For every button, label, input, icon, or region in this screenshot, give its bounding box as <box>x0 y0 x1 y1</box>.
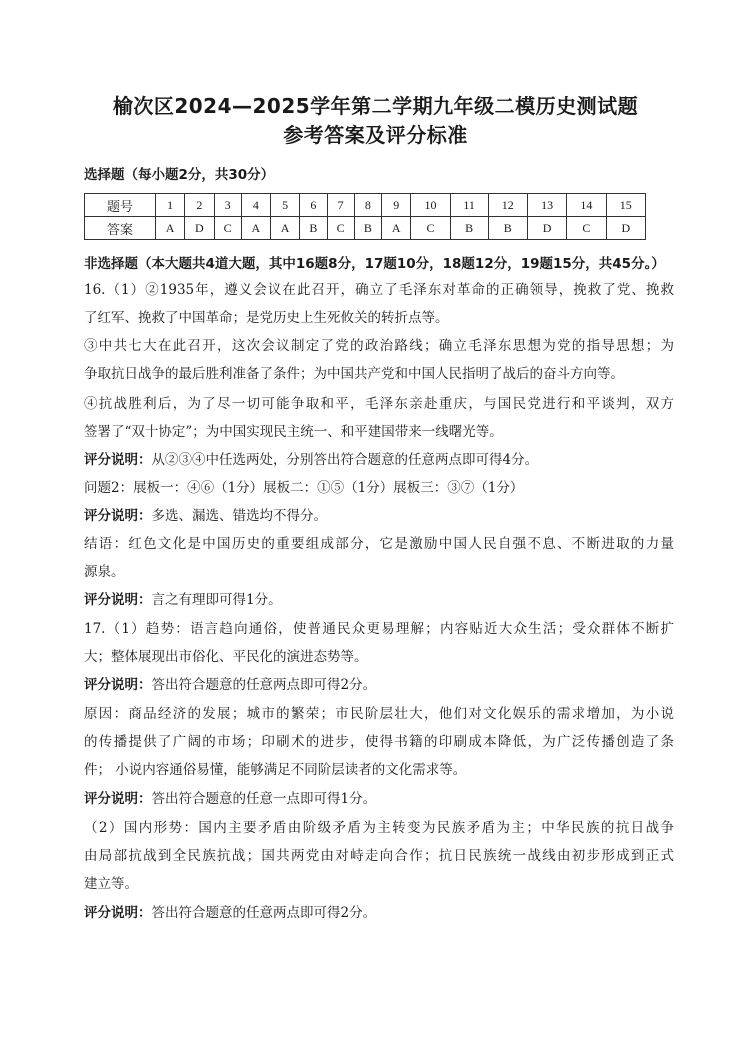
q16-scoring-note-3 <box>84 590 674 610</box>
q16-conclusion-line1: 结语：红色文化是中国历史的重要组成部分，它是激励中国人民自强不息、不断进取的力量 <box>84 536 674 552</box>
q16-part3-line2: 签署了“双十协定”；为中国实现民主统一、和平建国带来一线曙光等。 <box>84 424 503 440</box>
question-number-cell: 2 <box>185 194 214 217</box>
q17-part2-line3: 建立等。 <box>84 876 138 892</box>
scoring-note-text: 多选、漏选、错选均不得分。 <box>151 508 327 524</box>
page-title: 榆次区2024—2025学年第二学期九年级二模历史测试题 <box>112 94 639 118</box>
scoring-note-text: 言之有理即可得1分。 <box>151 592 282 608</box>
answer-cell: D <box>606 217 645 240</box>
q16-part1-line1: 16.（1）②1935年，遵义会议在此召开，确立了毛泽东对革命的正确领导，挽救了党、挽救 <box>84 282 674 298</box>
q16-scoring-note-2 <box>84 506 674 526</box>
answer-cell: B <box>354 217 381 240</box>
number-row-label: 题号 <box>85 194 156 217</box>
question-number-cell: 14 <box>567 194 606 217</box>
scoring-note-label: 评分说明： <box>84 508 152 524</box>
answer-cell: C <box>567 217 606 240</box>
answer-cell: D <box>185 217 214 240</box>
question-number-cell: 3 <box>214 194 241 217</box>
q16-scoring-note-1 <box>84 450 674 470</box>
scoring-note-text: 答出符合题意的任意一点即可得1分。 <box>151 791 377 807</box>
answer-table-answer-row <box>85 217 646 240</box>
answer-cell: A <box>156 217 185 240</box>
q16-part2-line1: ③中共七大在此召开，这次会议制定了党的政治路线；确立毛泽东思想为党的指导思想；为 <box>84 338 674 354</box>
scoring-note-label: 评分说明： <box>84 905 152 921</box>
question-number-cell: 15 <box>606 194 645 217</box>
q17-scoring-note-1 <box>84 675 674 695</box>
q17-reason-line3: 件； 小说内容通俗易懂，能够满足不同阶层读者的文化需求等。 <box>84 762 467 778</box>
q17-reason-line2: 的传播提供了广阔的市场；印刷术的进步，使得书籍的印刷成本降低，为广泛传播创造了条 <box>84 734 674 750</box>
question-number-cell: 9 <box>382 194 411 217</box>
nonchoice-section-heading: 非选择题（本大题共4道大题，其中16题8分，17题10分，18题12分，19题15分，共45分。） <box>84 256 665 272</box>
question-number-cell: 5 <box>271 194 300 217</box>
answer-cell: B <box>488 217 527 240</box>
question-number-cell: 7 <box>327 194 354 217</box>
q17-trend-line1: 17.（1）趋势：语言趋向通俗，使普通民众更易理解；内容贴近大众生活；受众群体不断扩 <box>84 621 674 637</box>
question-number-cell: 8 <box>354 194 381 217</box>
question-number-cell: 13 <box>527 194 566 217</box>
question-number-cell: 4 <box>241 194 270 217</box>
question-number-cell: 11 <box>450 194 488 217</box>
scoring-note-label: 评分说明： <box>84 677 152 693</box>
question-number-cell: 10 <box>411 194 450 217</box>
answer-cell: C <box>214 217 241 240</box>
answer-cell: B <box>450 217 488 240</box>
answer-cell: A <box>382 217 411 240</box>
answer-cell: A <box>271 217 300 240</box>
q17-scoring-note-2 <box>84 789 674 809</box>
answer-row-label: 答案 <box>85 217 156 240</box>
scoring-note-text: 答出符合题意的任意两点即可得2分。 <box>151 905 377 921</box>
scoring-note-label: 评分说明： <box>84 592 152 608</box>
q17-trend-line2: 大；整体展现出市俗化、平民化的演进态势等。 <box>84 649 368 665</box>
answer-cell: A <box>241 217 270 240</box>
answer-table-number-row <box>85 194 646 217</box>
scoring-note-text: 答出符合题意的任意两点即可得2分。 <box>151 677 377 693</box>
q17-scoring-note-3 <box>84 903 674 923</box>
q17-part2-line1: （2）国内形势：国内主要矛盾由阶级矛盾为主转变为民族矛盾为主；中华民族的抗日战争 <box>84 820 674 836</box>
page-subtitle: 参考答案及评分标准 <box>283 123 468 147</box>
q16-part3-line1: ④抗战胜利后，为了尽一切可能争取和平，毛泽东亲赴重庆，与国民党进行和平谈判，双方 <box>84 396 674 412</box>
question-number-cell: 12 <box>488 194 527 217</box>
q16-part1-line2: 了红军、挽救了中国革命；是党历史上生死攸关的转折点等。 <box>84 310 449 326</box>
scoring-note-label: 评分说明： <box>84 791 152 807</box>
answer-table <box>84 193 646 240</box>
answer-cell: D <box>527 217 566 240</box>
answer-cell: B <box>300 217 327 240</box>
q16-conclusion-line2: 源泉。 <box>84 564 125 580</box>
choice-section-heading: 选择题（每小题2分，共30分） <box>84 167 275 183</box>
answer-cell: C <box>327 217 354 240</box>
answer-cell: C <box>411 217 450 240</box>
q16-part2-line2: 争取抗日战争的最后胜利准备了条件；为中国共产党和中国人民指明了战后的奋斗方向等。 <box>84 366 624 382</box>
scoring-note-text: 从②③④中任选两处，分别答出符合题意的任意两点即可得4分。 <box>151 452 539 468</box>
scoring-note-label: 评分说明： <box>84 452 152 468</box>
q16-question2-line: 问题2：展板一：④⑥（1分）展板二：①⑤（1分）展板三：③⑦（1分） <box>84 480 524 496</box>
q17-reason-line1: 原因：商品经济的发展；城市的繁荣；市民阶层壮大，他们对文化娱乐的需求增加，为小说 <box>84 706 674 722</box>
question-number-cell: 1 <box>156 194 185 217</box>
q17-part2-line2: 由局部抗战到全民族抗战；国共两党由对峙走向合作；抗日民族统一战线由初步形成到正式 <box>84 848 674 864</box>
question-number-cell: 6 <box>300 194 327 217</box>
